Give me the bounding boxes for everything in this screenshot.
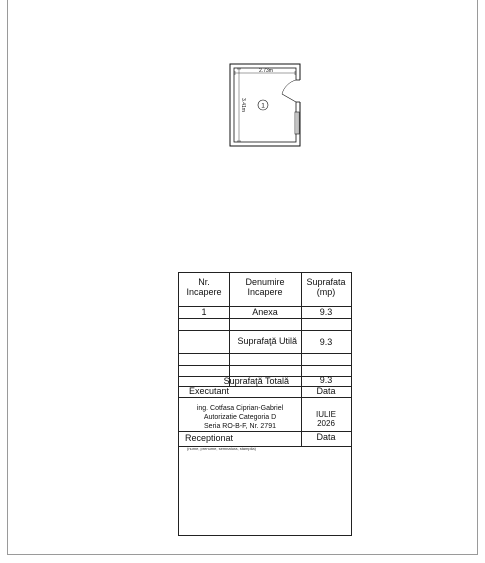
row-name: Anexa [252,307,278,317]
room-schedule-table [178,272,352,536]
row-nr: 1 [201,307,207,317]
date-year: 2026 [317,419,335,428]
total-area-value: 9.3 [319,375,333,385]
total-area-label: Suprafaţă Totală [223,376,289,386]
header-room-nr: Nr. Incapere [186,277,222,297]
executant-data-label: Data [316,386,336,396]
receptionat-label: Receptionat [185,433,234,443]
date-month: IULIE [315,410,336,419]
useful-area-label: Suprafaţă Utilă [237,336,297,346]
room-number: 1 [261,102,265,110]
plan-height-label: 3.41m [240,98,246,112]
header-room-name: Denumire Incapere [245,277,285,297]
floor-plan [226,60,306,150]
row-area: 9.3 [319,307,333,317]
executant-auth: Autorizatie Categoria D [203,414,277,421]
executant-label: Executant [189,386,230,396]
drawing-sheet [7,0,478,555]
plan-width-label: 2.73m [259,68,273,74]
receptionat-data-label: Data [316,432,336,442]
header-room-area: Suprafata (mp) [306,277,346,297]
executant-name: ing. Cotfasa Ciprian-Gabriel [196,405,284,412]
useful-area-value: 9.3 [319,337,333,347]
receptionat-note: (nume, prenume, semnatura, stampila) [187,446,256,451]
executant-series: Seria RO-B-F, Nr. 2791 [204,423,276,430]
